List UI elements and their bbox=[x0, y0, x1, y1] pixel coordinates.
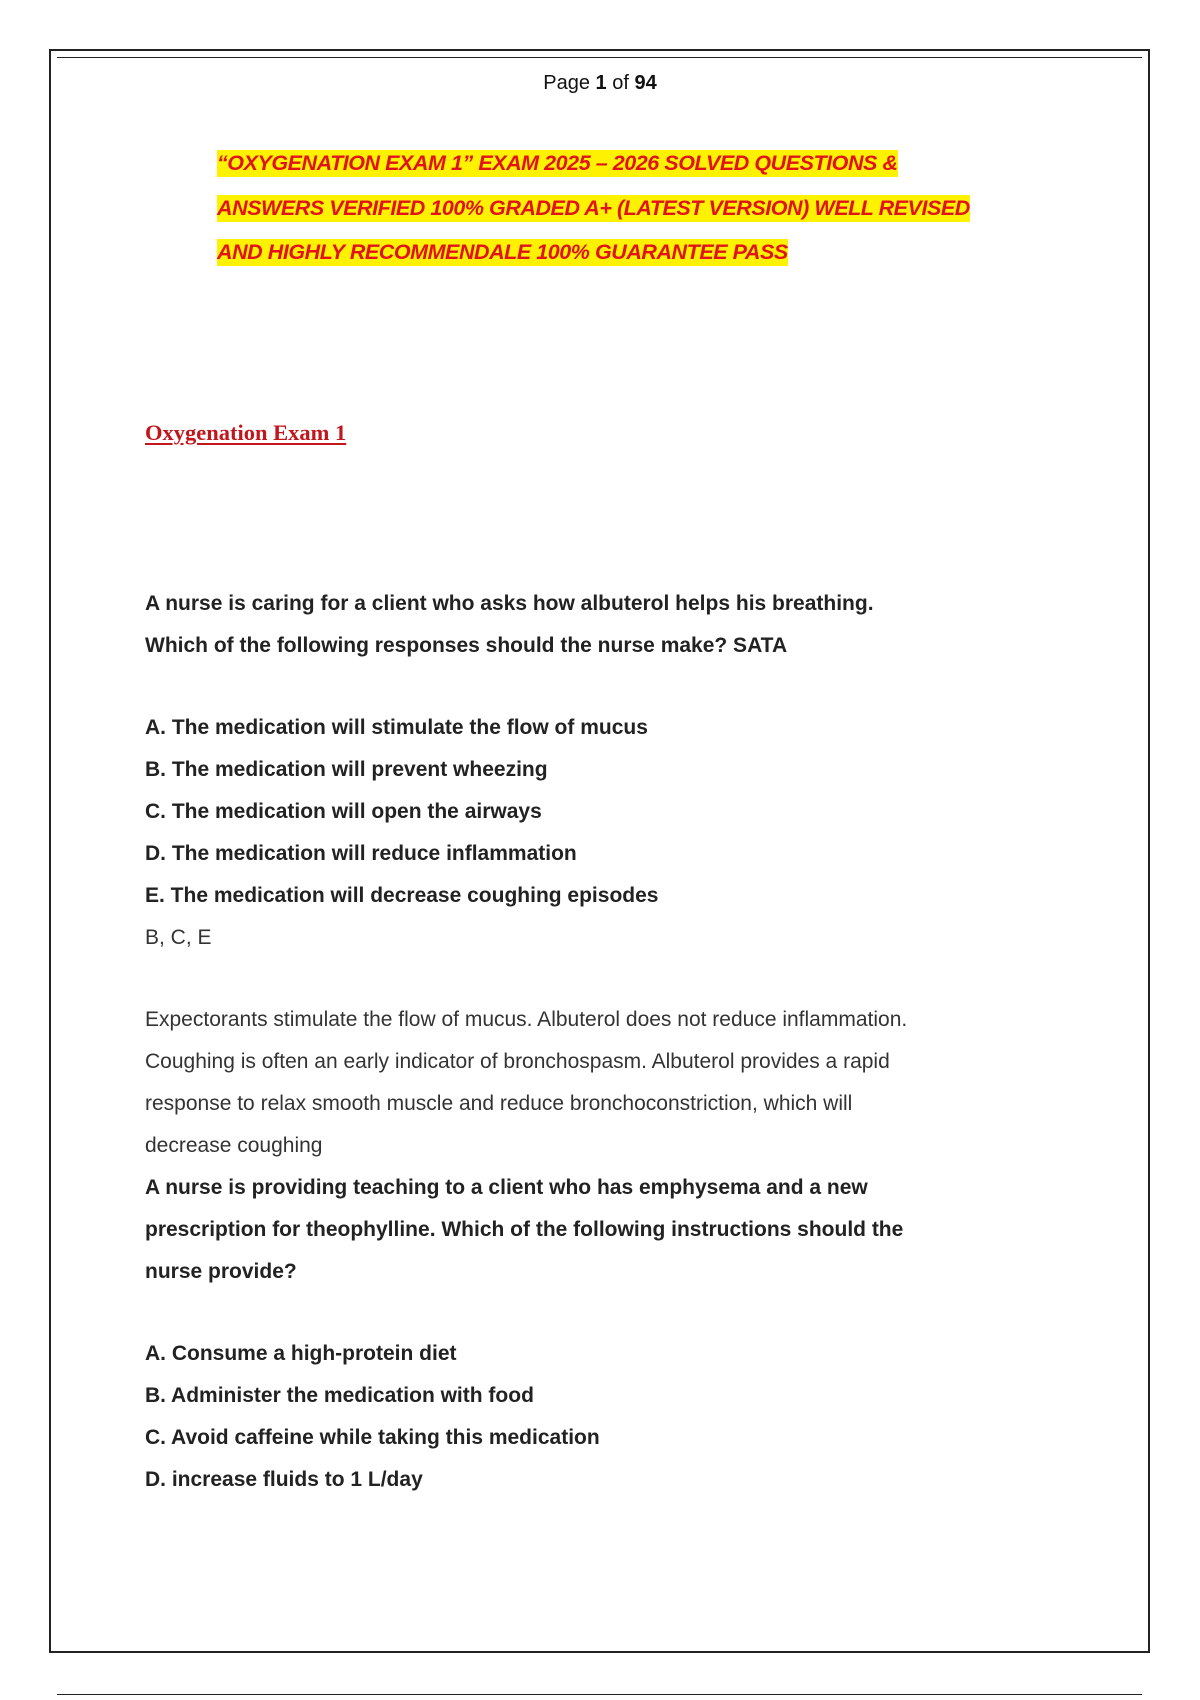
question-1-option-b: B. The medication will prevent wheezing bbox=[145, 758, 548, 781]
spacer bbox=[145, 1293, 1045, 1333]
question-2-stem-line-1: A nurse is providing teaching to a client who has emphysema and a new bbox=[145, 1176, 868, 1199]
banner-line-3: AND HIGHLY RECOMMENDALE 100% GUARANTEE PASS bbox=[217, 240, 788, 264]
question-2-option-c: C. Avoid caffeine while taking this medication bbox=[145, 1426, 600, 1449]
banner-line-1: “OXYGENATION EXAM 1” EXAM 2025 – 2026 SOLVED QUESTIONS & bbox=[217, 151, 898, 175]
banner-line-2: ANSWERS VERIFIED 100% GRADED A+ (LATEST VERSION) WELL REVISED bbox=[217, 195, 970, 220]
question-2-option-b: B. Administer the medication with food bbox=[145, 1384, 534, 1407]
spacer bbox=[145, 959, 1045, 999]
page-number bbox=[0, 72, 1200, 95]
question-1-rationale-line-2: Coughing is often an early indicator of bronchospasm. Albuterol provides a rapid bbox=[145, 1050, 890, 1073]
top-rule bbox=[57, 57, 1142, 58]
page-total: 94 bbox=[634, 72, 657, 94]
question-2 bbox=[145, 1167, 1045, 1501]
spacer bbox=[145, 667, 1045, 707]
page-current: 1 bbox=[595, 72, 607, 94]
question-1-answer: B, C, E bbox=[145, 926, 212, 949]
page-prefix: Page bbox=[543, 72, 590, 94]
page-of: of bbox=[612, 72, 629, 94]
bottom-rule bbox=[57, 1694, 1142, 1695]
question-1-option-a: A. The medication will stimulate the flow of mucus bbox=[145, 716, 648, 739]
question-2-stem-line-3: nurse provide? bbox=[145, 1260, 297, 1283]
document-body bbox=[145, 583, 1045, 1501]
title-banner bbox=[217, 141, 1077, 275]
question-1-option-e: E. The medication will decrease coughing episodes bbox=[145, 884, 659, 907]
question-1-rationale-line-1: Expectorants stimulate the flow of mucus. Albuterol does not reduce inflammation. bbox=[145, 1008, 908, 1031]
question-1-rationale-line-4: decrease coughing bbox=[145, 1134, 323, 1157]
question-1-stem-line-1: A nurse is caring for a client who asks how albuterol helps his breathing. bbox=[145, 592, 874, 615]
section-title: Oxygenation Exam 1 bbox=[145, 420, 347, 445]
question-2-option-d: D. increase fluids to 1 L/day bbox=[145, 1468, 423, 1491]
question-1-option-c: C. The medication will open the airways bbox=[145, 800, 542, 823]
question-2-option-a: A. Consume a high-protein diet bbox=[145, 1342, 457, 1365]
question-1-rationale-line-3: response to relax smooth muscle and reduce bronchoconstriction, which will bbox=[145, 1092, 853, 1115]
question-2-stem-line-2: prescription for theophylline. Which of the following instructions should the bbox=[145, 1218, 904, 1241]
question-1-option-d: D. The medication will reduce inflammation bbox=[145, 842, 577, 865]
question-1 bbox=[145, 583, 1045, 1167]
question-1-stem-line-2: Which of the following responses should the nurse make? SATA bbox=[145, 634, 788, 657]
